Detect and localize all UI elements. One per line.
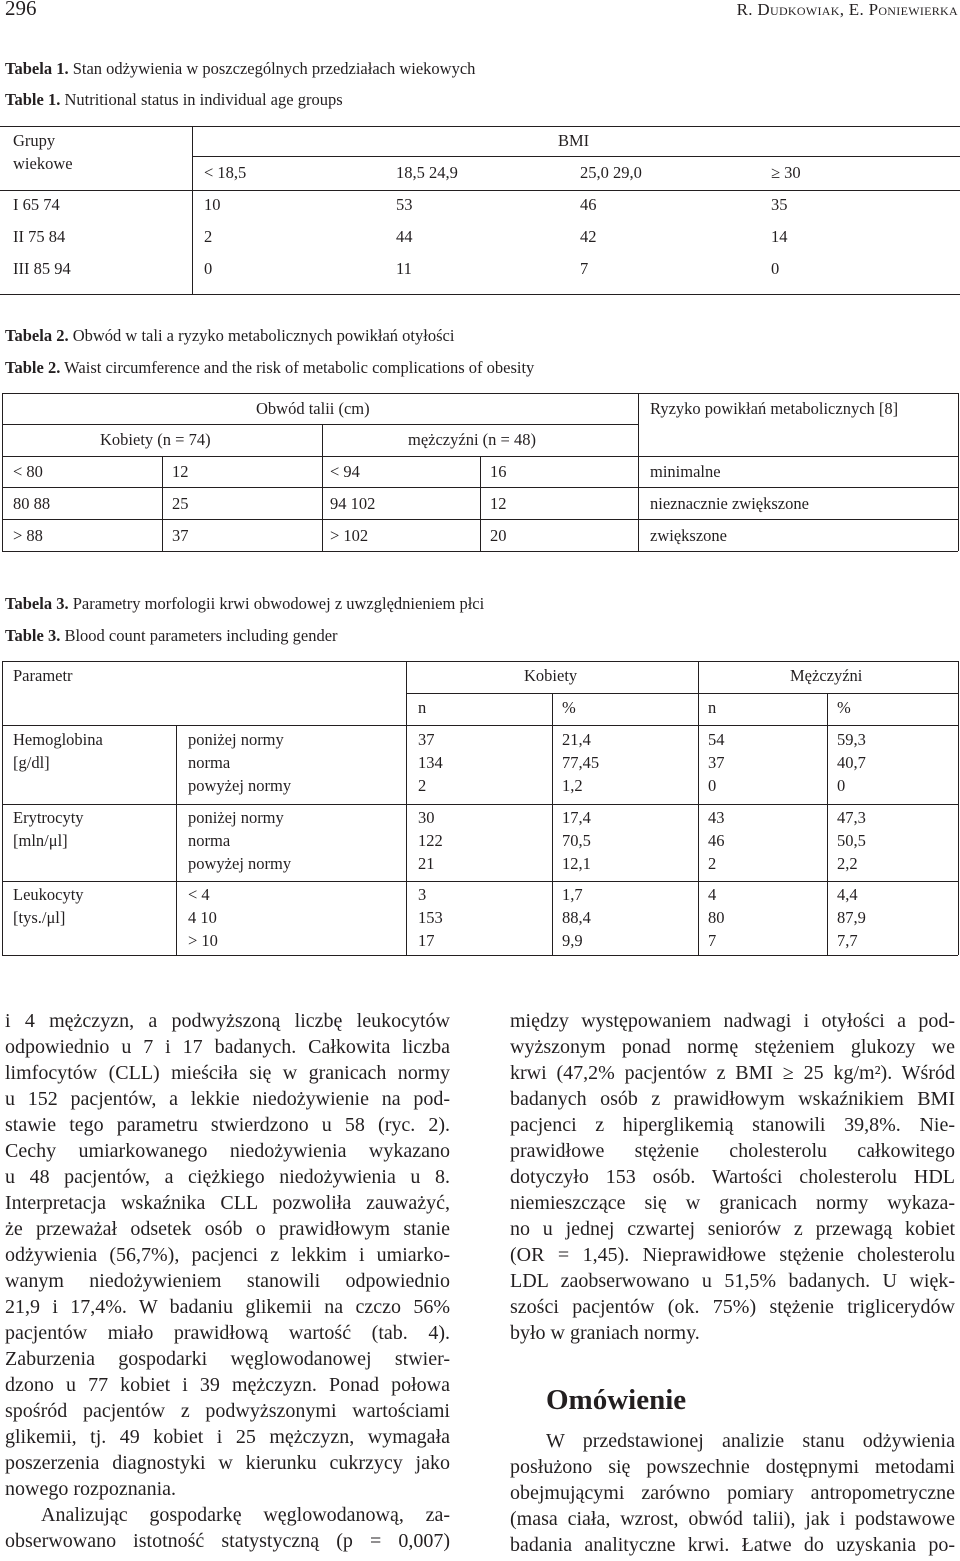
table3-cell: 21 (418, 854, 435, 873)
body-line: W przedstawionej analizie stanu odżywienia (546, 1430, 955, 1452)
table1-cell: 46 (580, 195, 597, 214)
table1-cell: 53 (396, 195, 413, 214)
table2-header-waist: Obwód talii (cm) (256, 399, 370, 418)
body-line: 21,9 i 17,4%. W badaniu glikemii na czczo 56% (5, 1296, 450, 1318)
body-line: spośród pacjentów z podwyższonymi wartościami (5, 1400, 450, 1422)
body-line: między występowaniem nadwagi i otyłości a pod- (510, 1010, 955, 1032)
table1-cell: 7 (580, 259, 589, 278)
table2-cell: 94 102 (330, 494, 376, 513)
body-line: LDL zaobserwowano u 51,5% badanych. U więk- (510, 1270, 955, 1292)
table3-cell: 0 (708, 776, 717, 795)
table3-cell: 59,3 (837, 730, 866, 749)
table3-cell: 0 (837, 776, 846, 795)
table3-cell: 88,4 (562, 908, 591, 927)
table3-cell: 2 (418, 776, 427, 795)
table3-caption-en: Table 3. Blood count parameters including gender (5, 626, 338, 645)
body-line: Cechy umiarkowanego niedożywienia wykazano (5, 1140, 450, 1162)
body-line: glikemii, tj. 49 kobiet i 25 mężczyzn, wymagała (5, 1426, 450, 1448)
table2-cell: 12 (490, 494, 507, 513)
table3-header-men: Mężczyźni (790, 666, 863, 685)
body-line: wanym niedożywieniem stanowili odpowiednio (5, 1270, 450, 1292)
table3-cell: 17 (418, 931, 435, 950)
table1-cell: 2 (204, 227, 213, 246)
body-line: Analizując gospodarkę węglowodanową, za- (41, 1504, 450, 1526)
table3-header-women: Kobiety (524, 666, 578, 685)
table2-header-women: Kobiety (n = 74) (100, 430, 211, 449)
body-left-column (5, 1008, 450, 1554)
table2-cell: > 102 (330, 526, 369, 545)
table3-param-unit: [g/dl] (13, 753, 50, 772)
table1-group-header: wiekowe (13, 154, 73, 173)
table3-cell: 7,7 (837, 931, 858, 950)
table3-cell: 80 (708, 908, 725, 927)
table3-cell: 1,2 (562, 776, 583, 795)
table3-category: 4 10 (188, 908, 217, 927)
table3-cell: 17,4 (562, 808, 591, 827)
section-heading: Omówienie (546, 1384, 687, 1416)
table3-cell: 4,4 (837, 885, 858, 904)
table1-caption-pl: Tabela 1. Stan odżywienia w poszczególnych przedziałach wiekowych (5, 59, 476, 78)
table3-cell: 40,7 (837, 753, 866, 772)
table2-header-men: mężczyźni (n = 48) (408, 430, 536, 449)
table1-bmi-col: 25,0 29,0 (580, 163, 642, 182)
table1-cell: 44 (396, 227, 413, 246)
table1-cell: 14 (771, 227, 788, 246)
table2-cell: > 88 (13, 526, 43, 545)
table1-row-group: I 65 74 (13, 195, 60, 214)
body-line: no u jednej czwartej seniorów z przewagą kobiet (510, 1218, 955, 1240)
table1-cell: 0 (204, 259, 213, 278)
body-line: nowego rozpoznania. (5, 1478, 177, 1500)
body-line: wyższonym ponad normę stężeniem glukozy we (510, 1036, 955, 1058)
body-line: posłużono się powszechnie dostępnymi metodami (510, 1456, 955, 1478)
table3-cell: 1,7 (562, 885, 583, 904)
body-line: odpowiednio u 7 i 17 badanych. Całkowita liczba (5, 1036, 450, 1058)
table3-cell: 122 (418, 831, 443, 850)
table3-param-unit: [mln/μl] (13, 831, 68, 850)
table1-cell: 10 (204, 195, 221, 214)
page-number: 296 (5, 0, 37, 20)
table3-cell: 2 (708, 854, 717, 873)
body-line: limfocytów (CLL) mieściła się w granicach normy (5, 1062, 450, 1084)
body-line: dzono u 77 kobiet i 39 mężczyzn. Ponad połowa (5, 1374, 450, 1396)
table2-cell: 80 88 (13, 494, 51, 513)
table3-cell: 50,5 (837, 831, 866, 850)
table3-cell: 70,5 (562, 831, 591, 850)
body-line: u 48 pacjentów, a ciężkiego niedożywienia u 8. (5, 1166, 450, 1188)
body-line: obejmującymi zarówno pomiary antropometryczne (510, 1482, 955, 1504)
table2-caption-pl: Tabela 2. Obwód w tali a ryzyko metabolicznych powikłań otyłości (5, 326, 455, 345)
table3-param-unit: [tys./μl] (13, 908, 66, 927)
table3-cell: 77,45 (562, 753, 600, 772)
table3-category: norma (188, 753, 231, 772)
body-line: szości pacjentów (ok. 75%) stężenie triglicerydów (510, 1296, 955, 1318)
body-line: dotyczyło 153 osób. Wartości cholesterolu HDL (510, 1166, 955, 1188)
body-line: stawie tego parametru stwierdzono u 58 (ryc. 2). (5, 1114, 450, 1136)
body-line: Zaburzenia gospodarki węglowodanowej stwier- (5, 1348, 450, 1370)
table1-bmi-col: 18,5 24,9 (396, 163, 458, 182)
table1-cell: 42 (580, 227, 597, 246)
table3-cell: 37 (418, 730, 435, 749)
table3-param-name: Leukocyty (13, 885, 84, 904)
table3-sub-pct: % (562, 698, 576, 717)
body-line: pacjentów miało prawidłową wartość (tab. 4). (5, 1322, 450, 1344)
table3-category: powyżej normy (188, 854, 292, 873)
table1-cell: 0 (771, 259, 780, 278)
table2-cell: < 80 (13, 462, 43, 481)
table1-caption-en: Table 1. Nutritional status in individual age groups (5, 90, 343, 109)
body-line: (masa ciała, wzrost, obwód talii), jak i podstawowe (510, 1508, 955, 1530)
table1-bmi-col: ≥ 30 (771, 163, 801, 182)
table3-cell: 12,1 (562, 854, 591, 873)
body-right-column (510, 1008, 955, 1346)
table3-cell: 134 (418, 753, 443, 772)
table3-cell: 47,3 (837, 808, 866, 827)
table3-category: > 10 (188, 931, 218, 950)
body-right-column-section (510, 1428, 955, 1558)
table3-cell: 30 (418, 808, 435, 827)
table3-cell: 3 (418, 885, 427, 904)
table1-group-header: Grupy (13, 131, 56, 150)
table2-cell: zwiększone (650, 526, 727, 545)
table3-sub-n: n (708, 698, 717, 717)
table3-sub-pct: % (837, 698, 851, 717)
table3-cell: 37 (708, 753, 725, 772)
table1-row-group: II 75 84 (13, 227, 66, 246)
table3-param-name: Hemoglobina (13, 730, 103, 749)
body-line: obserwowano istotność statystyczną (p = 0,007) (5, 1530, 450, 1552)
table3-cell: 43 (708, 808, 725, 827)
table3-category: < 4 (188, 885, 210, 904)
table1-row-group: III 85 94 (13, 259, 71, 278)
body-line: badanych osób z prawidłowym wskaźnikiem BMI (510, 1088, 955, 1110)
body-line: u 152 pacjentów, a lekkie niedożywienie na pod- (5, 1088, 450, 1110)
table3-sub-n: n (418, 698, 427, 717)
table3-category: norma (188, 831, 231, 850)
table3-cell: 54 (708, 730, 725, 749)
body-line: i 4 mężczyzn, a podwyższoną liczbę leukocytów (5, 1010, 450, 1032)
table2-cell: nieznacznie zwiększone (650, 494, 809, 513)
table2-cell: 16 (490, 462, 507, 481)
table1-bmi-header: BMI (558, 131, 590, 150)
body-line: badania analityczne krwi. Łatwe do uzyskania po- (510, 1534, 955, 1556)
body-line: prawidłowe stężenie cholesterolu całkowitego (510, 1140, 955, 1162)
body-line: pacjenci z hiperglikemią stanowili 39,8%. Nie- (510, 1114, 955, 1136)
table2-caption-en: Table 2. Waist circumference and the risk of metabolic complications of obesity (5, 358, 535, 377)
body-line: Interpretacja wskaźnika CLL pozwoliła zauważyć, (5, 1192, 450, 1214)
table3-caption-pl: Tabela 3. Parametry morfologii krwi obwodowej z uwzględnieniem płci (5, 594, 485, 613)
table1-bmi-col: < 18,5 (204, 163, 247, 182)
table3-cell: 7 (708, 931, 717, 950)
table3-cell: 87,9 (837, 908, 866, 927)
table2-cell: 12 (172, 462, 189, 481)
body-line: poszerzenia diagnostyki w kierunku cukrzycy jako (5, 1452, 450, 1474)
table2-cell: 37 (172, 526, 189, 545)
table3-param-name: Erytrocyty (13, 808, 84, 827)
table3-cell: 21,4 (562, 730, 591, 749)
table3-cell: 4 (708, 885, 717, 904)
table3-header-param: Parametr (13, 666, 73, 685)
running-header-authors: R. Dudkowiak, E. Poniewierka (736, 0, 958, 19)
table3-cell: 2,2 (837, 854, 858, 873)
table1-cell: 35 (771, 195, 788, 214)
table2-cell: minimalne (650, 462, 721, 481)
table2-cell: < 94 (330, 462, 360, 481)
table3-category: poniżej normy (188, 808, 284, 827)
body-line: krwi (47,2% pacjentów z BMI ≥ 25 kg/m²). Wśród (510, 1062, 955, 1084)
table3-category: poniżej normy (188, 730, 284, 749)
body-line: było w graniach normy. (510, 1322, 700, 1344)
body-line: że przeważał odsetek osób o prawidłowym stanie (5, 1218, 450, 1240)
table3-cell: 9,9 (562, 931, 583, 950)
body-line: niemieszczące się w granicach normy wykaza- (510, 1192, 955, 1214)
table2-cell: 20 (490, 526, 507, 545)
table3-cell: 153 (418, 908, 443, 927)
table2-header-risk: Ryzyko powikłań metabolicznych [8] (650, 399, 899, 418)
table2-cell: 25 (172, 494, 189, 513)
body-line: (OR = 1,45). Nieprawidłowe stężenie cholesterolu (510, 1244, 955, 1266)
table3-category: powyżej normy (188, 776, 292, 795)
body-line: odżywienia (56,7%), pacjenci z lekkim i umiarko- (5, 1244, 450, 1266)
table1-cell: 11 (396, 259, 412, 278)
table3-cell: 46 (708, 831, 725, 850)
